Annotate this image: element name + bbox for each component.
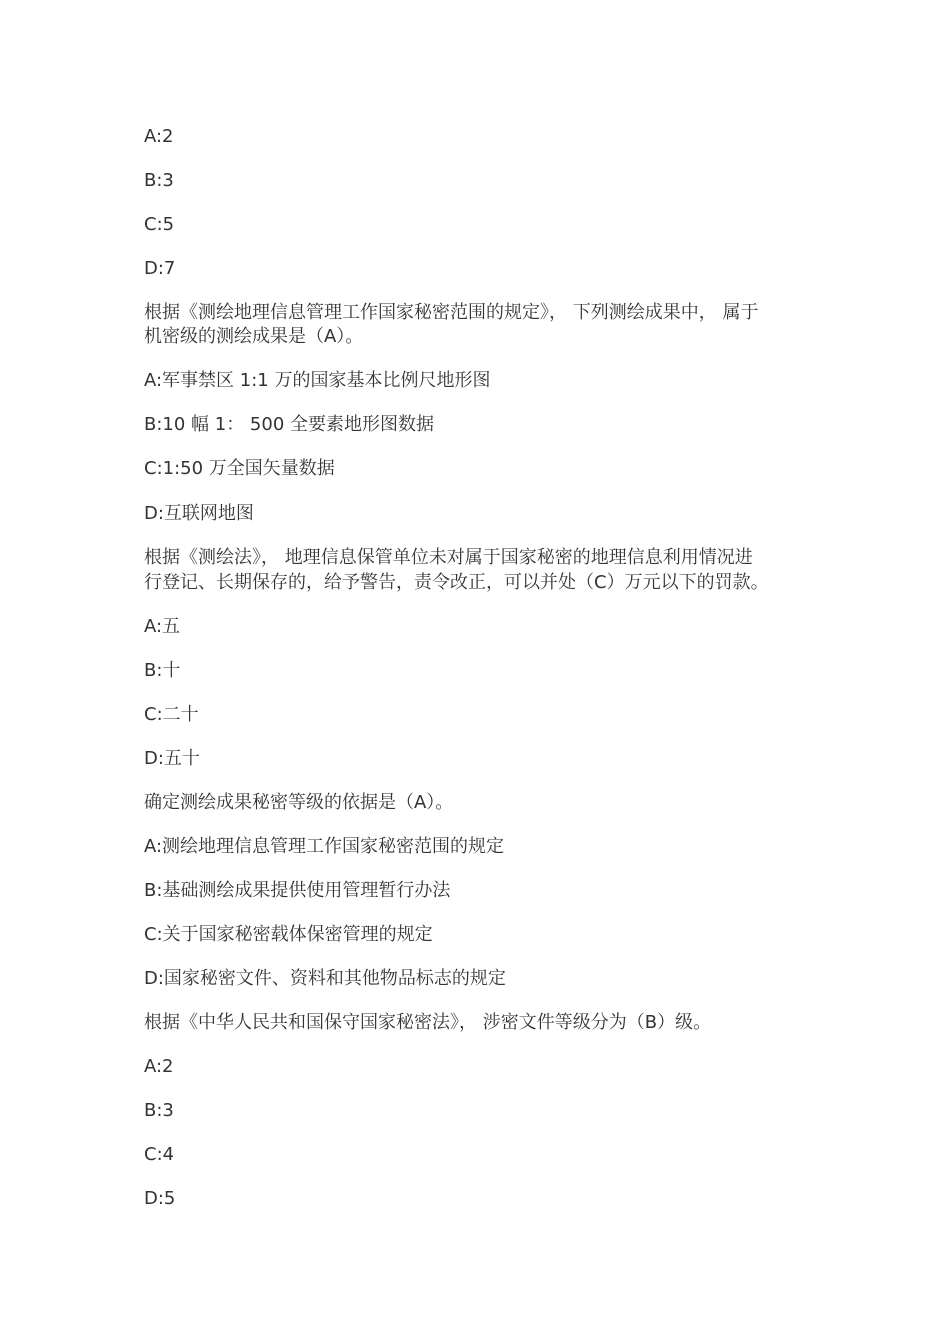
option-c: C:关于国家秘密载体保密管理的规定 xyxy=(144,924,433,945)
option-a: A:军事禁区 1:1 万的国家基本比例尺地形图 xyxy=(144,370,491,391)
option-b: B:3 xyxy=(144,170,174,191)
option-c: C:1:50 万全国矢量数据 xyxy=(144,458,335,479)
option-d: D:7 xyxy=(144,258,176,279)
question-text: 机密级的测绘成果是（A）。 xyxy=(144,326,364,347)
question-text: 根据《测绘地理信息管理工作国家秘密范围的规定》， 下列测绘成果中， 属于 xyxy=(144,302,759,323)
option-b: B:10 幅 1： 500 全要素地形图数据 xyxy=(144,414,435,435)
option-a: A:五 xyxy=(144,616,181,637)
option-b: B:3 xyxy=(144,1100,174,1121)
option-b: B:基础测绘成果提供使用管理暂行办法 xyxy=(144,880,451,901)
option-d: D:国家秘密文件、资料和其他物品标志的规定 xyxy=(144,968,506,989)
option-a: A:测绘地理信息管理工作国家秘密范围的规定 xyxy=(144,836,505,857)
option-c: C:5 xyxy=(144,214,175,235)
question-text: 根据《测绘法》， 地理信息保管单位未对属于国家秘密的地理信息利用情况进 xyxy=(144,547,753,568)
option-c: C:二十 xyxy=(144,704,199,725)
option-d: D:互联网地图 xyxy=(144,503,254,524)
option-d: D:五十 xyxy=(144,748,200,769)
question-text: 行登记、长期保存的，给予警告，责令改正，可以并处（C）万元以下的罚款。 xyxy=(144,572,769,593)
question-text: 确定测绘成果秘密等级的依据是（A）。 xyxy=(144,792,454,813)
question-text: 根据《中华人民共和国保守国家秘密法》， 涉密文件等级分为（B）级。 xyxy=(144,1012,712,1033)
option-d: D:5 xyxy=(144,1188,176,1209)
option-a: A:2 xyxy=(144,126,174,147)
option-c: C:4 xyxy=(144,1144,175,1165)
option-b: B:十 xyxy=(144,660,181,681)
option-a: A:2 xyxy=(144,1056,174,1077)
